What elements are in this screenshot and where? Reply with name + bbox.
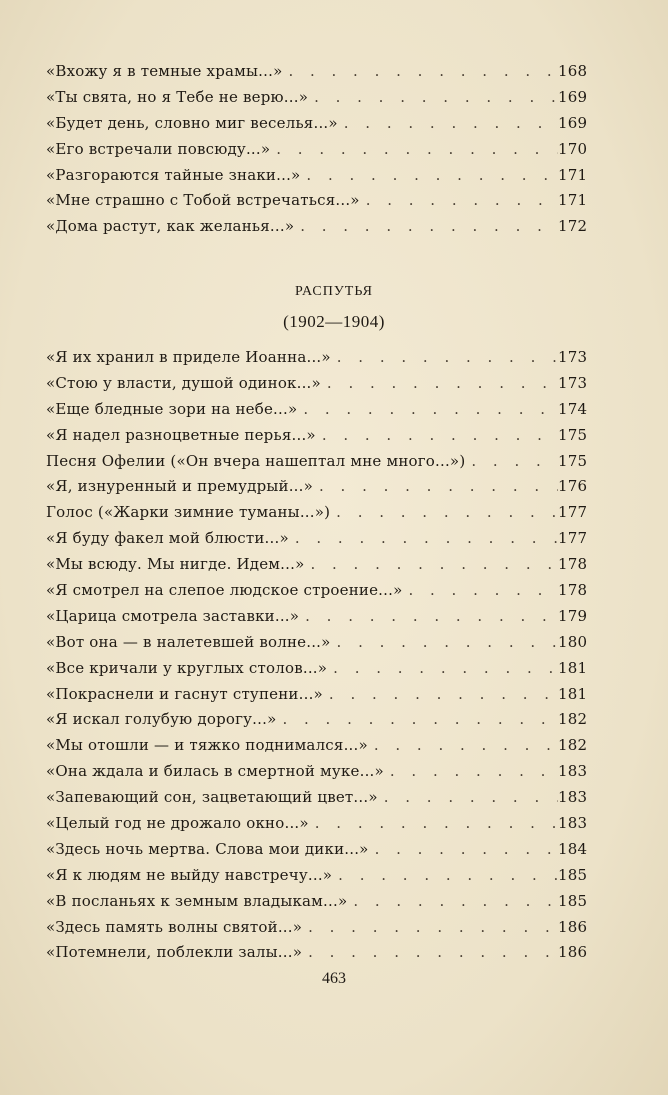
toc-list-bottom (46, 348, 586, 969)
dot-leader (321, 374, 558, 392)
toc-entry-page: 171 (558, 165, 588, 184)
toc-entry (46, 762, 586, 788)
toc-entry-title: «Потемнели, поблекли залы...» (46, 943, 303, 962)
toc-entry-page: 183 (558, 814, 588, 833)
toc-entry-page: 178 (558, 581, 588, 600)
dot-leader (384, 762, 558, 780)
toc-entry (46, 736, 586, 762)
toc-entry-page: 170 (558, 139, 588, 158)
toc-entry (46, 348, 586, 374)
toc-entry-title: «Мы отошли — и тяжко поднимался...» (46, 736, 368, 755)
dot-leader (332, 866, 558, 884)
dot-leader (323, 685, 558, 703)
dot-leader (313, 477, 558, 495)
toc-entry-page: 179 (558, 606, 588, 625)
toc-entry-title: «Я, изнуренный и премудрый...» (46, 477, 313, 496)
toc-entry-page: 168 (558, 62, 588, 80)
toc-entry (46, 659, 586, 685)
toc-entry-title: «В посланьях к земным владыкам...» (46, 891, 348, 910)
toc-entry (46, 217, 586, 243)
dot-leader (330, 503, 558, 521)
toc-entry-title: «Царица смотрела заставки...» (46, 606, 300, 625)
toc-entry-title: «Дома растут, как желанья...» (46, 217, 295, 236)
toc-entry (46, 685, 586, 711)
toc-entry-title: «Все кричали у круглых столов...» (46, 658, 328, 677)
toc-entry-title: «Еще бледные зори на небе...» (46, 399, 298, 418)
toc-entry-page: 178 (558, 555, 588, 574)
toc-entry-page: 173 (558, 348, 588, 366)
toc-entry-page: 182 (558, 736, 588, 755)
toc-entry-page: 177 (558, 529, 588, 548)
toc-entry-title: «Разгораются тайные знаки...» (46, 165, 301, 184)
toc-entry (46, 191, 586, 217)
toc-entry-page: 186 (558, 943, 588, 962)
page-number: 463 (322, 970, 346, 987)
dot-leader (300, 166, 558, 184)
toc-entry (46, 581, 586, 607)
toc-entry-title: «Будет день, словно миг веселья...» (46, 113, 338, 132)
toc-entry (46, 607, 586, 633)
dot-leader (316, 426, 558, 444)
toc-entry-page: 181 (558, 684, 588, 703)
dot-leader (331, 633, 558, 651)
toc-entry (46, 918, 586, 944)
dot-leader (282, 62, 558, 80)
dot-leader (299, 607, 558, 625)
toc-entry-title: «Вот она — в налетевшей волне...» (46, 632, 331, 651)
toc-entry (46, 503, 586, 529)
toc-entry-title: Голос («Жарки зимние туманы...») (46, 503, 331, 522)
toc-entry (46, 400, 586, 426)
dot-leader (276, 710, 558, 728)
toc-entry-page: 186 (558, 917, 588, 936)
dot-leader (309, 814, 558, 832)
toc-entry-page: 169 (558, 113, 588, 132)
toc-entry-title: «Я буду факел мой блюсти...» (46, 529, 289, 548)
toc-entry-title: «Здесь память волны святой...» (46, 917, 303, 936)
dot-leader (338, 114, 558, 132)
dot-leader (378, 788, 558, 806)
toc-entry-title: «Целый год не дрожало окно...» (46, 814, 309, 833)
toc-entry-title: «Я смотрел на слепое людское строение...» (46, 581, 403, 600)
toc-entry (46, 814, 586, 840)
toc-entry-title: «Запевающий сон, зацветающий цвет...» (46, 788, 378, 807)
toc-entry-title: «Стою у власти, душой одинок...» (46, 373, 321, 392)
toc-entry-page: 177 (558, 503, 588, 522)
toc-entry-page: 183 (558, 788, 588, 807)
toc-entry (46, 477, 586, 503)
section-years: (1902—1904) (283, 312, 385, 331)
toc-entry-title: «Я их хранил в приделе Иоанна...» (46, 348, 331, 366)
dot-leader (297, 400, 558, 418)
toc-entry (46, 892, 586, 918)
toc-entry-title: «Она ждала и билась в смертной муке...» (46, 762, 384, 781)
toc-entry (46, 866, 586, 892)
toc-entry-page: 171 (558, 191, 588, 210)
toc-entry-page: 183 (558, 762, 588, 781)
dot-leader (302, 943, 558, 961)
toc-entry-page: 182 (558, 710, 588, 729)
toc-entry-title: «Ты свята, но я Тебе не верю...» (46, 87, 309, 106)
dot-leader (302, 918, 558, 936)
dot-leader (304, 555, 558, 573)
toc-entry-page: 185 (558, 891, 588, 910)
toc-list-top (46, 62, 586, 243)
toc-entry (46, 88, 586, 114)
toc-entry (46, 452, 586, 478)
dot-leader (327, 659, 558, 677)
toc-entry-title: Песня Офелии («Он вчера нашептал мне много...») (46, 451, 466, 470)
toc-entry (46, 140, 586, 166)
toc-entry-page: 175 (558, 425, 588, 444)
toc-entry-page: 172 (558, 217, 588, 236)
section-title: РАСПУТЬЯ (295, 284, 373, 299)
toc-entry-page: 174 (558, 399, 588, 418)
toc-entry-title: «Покраснели и гаснут ступени...» (46, 684, 323, 703)
toc-entry (46, 840, 586, 866)
dot-leader (308, 88, 558, 106)
toc-entry-page: 176 (558, 477, 588, 496)
toc-entry (46, 555, 586, 581)
toc-entry (46, 374, 586, 400)
toc-entry-page: 185 (558, 865, 588, 884)
dot-leader (294, 217, 558, 235)
dot-leader (347, 892, 558, 910)
toc-entry-title: «Я искал голубую дорогу...» (46, 710, 277, 729)
toc-entry-title: «Его встречали повсюду...» (46, 139, 271, 158)
toc-entry-title: «Мы всюду. Мы нигде. Идем...» (46, 555, 305, 574)
toc-entry-title: «Здесь ночь мертва. Слова мои дики...» (46, 839, 369, 858)
toc-entry-title: «Я к людям не выйду навстречу...» (46, 865, 333, 884)
toc-entry-title: «Я надел разноцветные перья...» (46, 425, 316, 444)
dot-leader (369, 840, 558, 858)
dot-leader (331, 348, 558, 366)
toc-entry (46, 788, 586, 814)
toc-entry (46, 114, 586, 140)
toc-entry-page: 169 (558, 87, 588, 106)
dot-leader (289, 529, 558, 547)
toc-entry-page: 175 (558, 451, 588, 470)
toc-entry (46, 166, 586, 192)
toc-entry-title: «Мне страшно с Тобой встречаться...» (46, 191, 360, 210)
dot-leader (360, 191, 558, 209)
dot-leader (465, 452, 558, 470)
toc-entry (46, 426, 586, 452)
toc-entry-page: 180 (558, 632, 588, 651)
dot-leader (368, 736, 558, 754)
toc-entry-title: «Вхожу я в темные храмы...» (46, 62, 283, 80)
dot-leader (402, 581, 558, 599)
toc-entry-page: 173 (558, 373, 588, 392)
toc-entry-page: 181 (558, 658, 588, 677)
toc-entry (46, 943, 586, 969)
toc-entry (46, 529, 586, 555)
toc-entry (46, 710, 586, 736)
toc-entry (46, 62, 586, 88)
toc-entry-page: 184 (558, 839, 588, 858)
dot-leader (270, 140, 558, 158)
toc-entry (46, 633, 586, 659)
